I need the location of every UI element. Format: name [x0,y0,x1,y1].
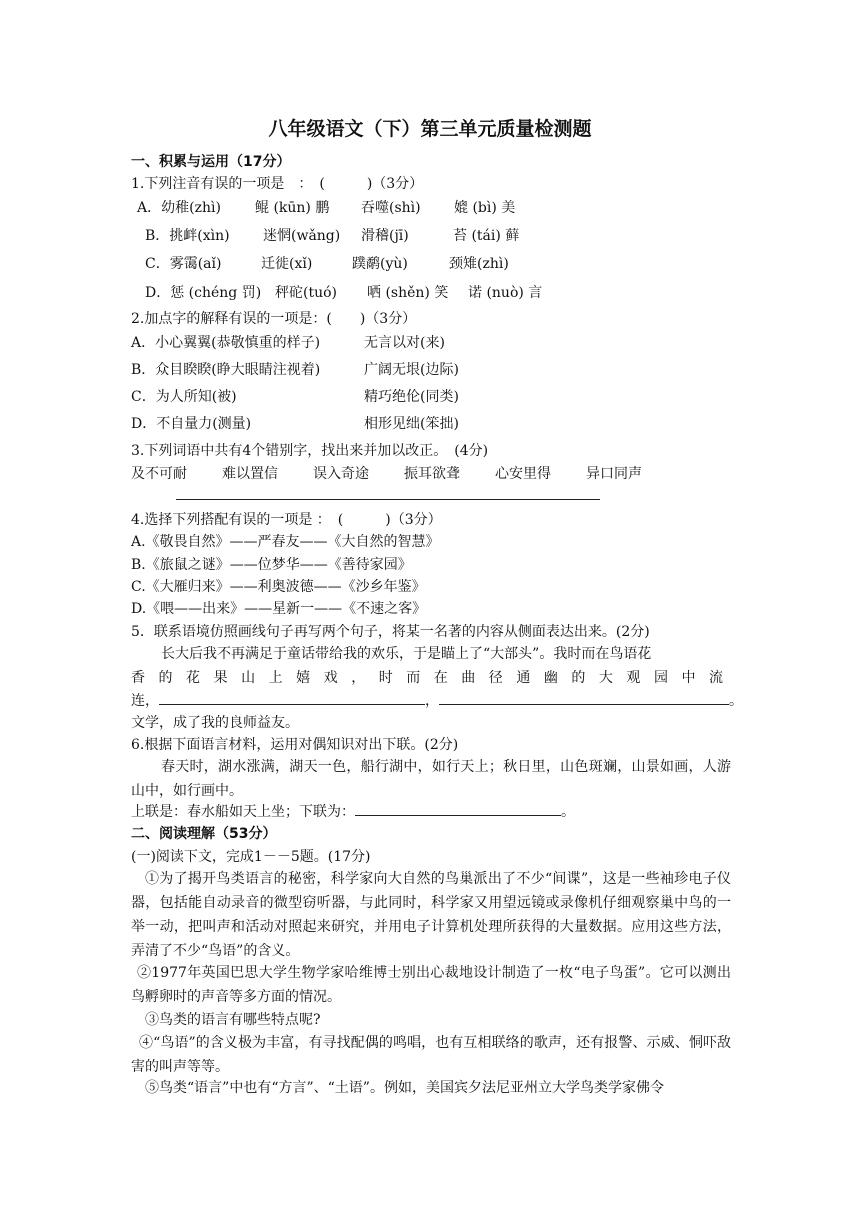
q5-line3-end: 。 [729,693,743,709]
q2-c-2: 精巧绝伦(同类) [364,389,459,405]
q1-c-3: 蹼鹬(yù) [352,256,408,272]
question-6-answer [131,801,575,823]
blank-couplet[interactable] [355,801,561,816]
q1-b-3: 滑稽(jī) [361,228,409,244]
q6-end: 。 [561,804,575,820]
question-5-line-3 [131,690,743,712]
q2-a-1: A．小心翼翼(恭敬慎重的样子) [131,335,321,351]
question-6-stem: 6.根据下面语言材料，运用对偶知识对出下联。(2分) [131,737,459,753]
q2-d-1: D．不自量力(测量) [131,416,252,432]
page-title: 八年级语文（下）第三单元质量检测题 [268,118,592,140]
q1-c-1: C．雾霭(aǐ) [145,256,222,272]
answer-line-q3[interactable] [176,499,600,500]
question-2-stem: 2.加点字的解释有误的一项是：( )（3分） [131,311,417,327]
question-5-line-1: 长大后我不再满足于童话带给我的欢乐，于是瞄上了“大部头”。我时而在鸟语花 [161,646,652,662]
question-4-option-c: C.《大雁归来》——利奥波德——《沙乡年鉴》 [131,579,426,595]
reading-paragraph-2: ②1977年英国巴思大学生物学家哈维博士别出心裁地设计制造了一枚“电子鸟蛋”。它可以测出鸟孵卵时的声音等多方面的情况。 [131,965,731,1005]
q3-word-5: 心安里得 [495,466,551,482]
q5-line3-mid: ， [425,693,439,709]
q2-b-1: B．众目睽睽(睁大眼睛注视着) [131,362,321,378]
reading-paragraph-5: ⑤鸟类“语言”中也有“方言”、“土语”。例如，美国宾夕法尼亚州立大学鸟类学家佛令 [145,1080,664,1096]
q3-word-3: 误入奇途 [313,466,369,482]
question-4-stem: 4.选择下列搭配有误的一项是 ： ( )（3分） [131,512,442,528]
q1-a-4: 媲 (bì) 美 [454,200,516,216]
q3-word-2: 难以置信 [222,466,278,482]
question-4-option-a: A.《敬畏自然》——严春友——《大自然的智慧》 [131,534,440,550]
q1-a-3: 吞噬(shì) [361,200,421,216]
section-heading-2: 二、阅读理解（53分） [131,826,277,842]
question-5-line-4: 文学，成了我的良师益友。 [131,715,299,731]
q6-prefix: 上联是：春水船如天上坐；下联为： [131,804,355,820]
section-heading-1: 一、积累与运用（17分） [131,154,291,170]
question-5-stem: 5．联系语境仿照画线句子再写两个句子，将某一名著的内容从侧面表达出来。(2分) [131,624,650,640]
blank-2[interactable] [439,690,729,705]
q1-a-1: A．幼稚(zhì) [137,200,221,216]
question-5-line-2: 香的花果山上嬉戏，时而在曲径通幽的大观园中流 [131,670,731,686]
q1-c-4: 颈雉(zhì) [449,256,509,272]
reading-paragraph-1: ①为了揭开鸟类语言的秘密，科学家向大自然的鸟巢派出了不少“间谍”，这是一些袖珍电子仪器，包括能自动录音的微型窃听器，与此同时，科学家又用望远镜或录像机仔细观察巢中鸟的一举一动，把叫声和活动对照起来研究，并用电子计算机处理所获得的大量数据。应用这些方法，弄清了不少“鸟语”的含义。 [131,871,731,959]
q2-a-2: 无言以对(来) [364,335,445,351]
q2-b-2: 广阔无垠(边际) [364,362,459,378]
q3-word-4: 振耳欲聋 [404,466,460,482]
q2-d-2: 相形见绌(笨拙) [364,416,459,432]
q1-b-4: 苔 (tái) 藓 [453,228,520,244]
q1-d-2: 秤砣(tuó) [275,285,337,301]
q1-b-2: 迷惘(wǎng) [263,228,341,244]
question-1-stem: 1.下列注音有误的一项是 ： ( )（3分） [131,176,424,192]
q1-b-1: B．挑衅(xìn) [145,228,230,244]
reading-paragraph-3: ③鸟类的语言有哪些特点呢? [145,1012,321,1028]
blank-1[interactable] [159,690,425,705]
q1-d-4: 诺 (nuò) 言 [468,285,543,301]
q5-line3-start: 连， [131,693,159,709]
question-4-option-b: B.《旅鼠之谜》——位梦华——《善待家园》 [131,557,412,573]
q1-d-1: D．惩 (chéng 罚) [145,285,262,301]
q1-d-3: 哂 (shěn) 笑 [367,285,449,301]
q3-word-1: 及不可耐 [131,466,187,482]
reading-intro: (一)阅读下文，完成1－－5题。(17分) [131,849,371,865]
reading-paragraph-4: ④“鸟语”的含义极为丰富，有寻找配偶的鸣唱，也有互相联络的歌声，还有报警、示威、恫吓敌害的叫声等等。 [131,1035,731,1075]
question-3-stem: 3.下列词语中共有4个错别字，找出来并加以改正。 (4分) [131,443,489,459]
question-6-material: 春天时，湖水涨满，湖天一色，船行湖中，如行天上；秋日里，山色斑斓，山景如画，人游山中，如行画中。 [131,759,731,799]
q3-word-6: 异口同声 [586,466,642,482]
question-4-option-d: D.《喂——出来》——星新一——《不速之客》 [131,601,427,617]
q1-a-2: 鲲 (kūn) 鹏 [255,200,330,216]
q1-c-2: 迁徙(xǐ) [261,256,313,272]
q2-c-1: C．为人所知(被) [131,389,237,405]
